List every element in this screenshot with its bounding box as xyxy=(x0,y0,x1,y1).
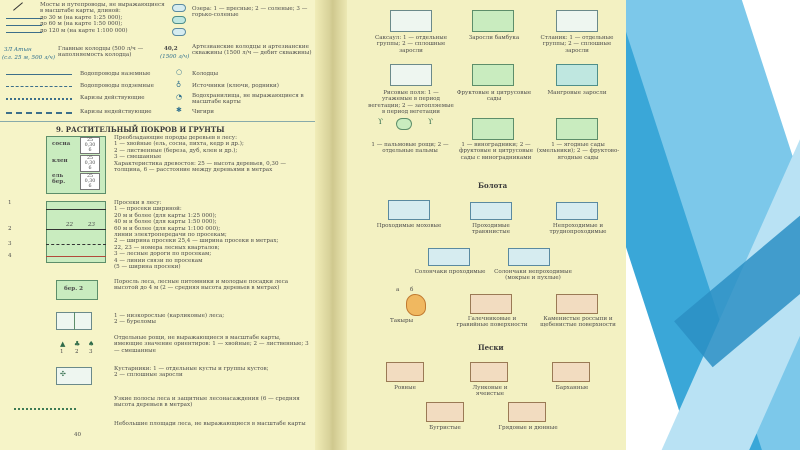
takyr-a: а xyxy=(396,287,400,293)
vineyard-symbol xyxy=(472,118,514,140)
legend-salt-impassable: Солончаки непроходимые (мокрые и пухлые) xyxy=(494,269,572,282)
spring-icon: ♁ xyxy=(176,80,182,88)
aqueduct-surface-line xyxy=(6,74,72,75)
page-number: 40 xyxy=(74,432,82,438)
grove-mixed-icon: ♠ xyxy=(88,340,95,348)
forest-sample-3-value: 25 0,30 6 xyxy=(80,173,100,190)
legend-artesian: Артезианские колодцы и артезианские скважины (1500 л/ч — дебит скважины) xyxy=(192,44,312,57)
legend-swamp-moss: Проходимые моховые xyxy=(376,223,442,229)
well-label: ЗЛ Атын xyxy=(4,47,32,53)
section-title: 9. РАСТИТЕЛЬНЫЙ ПОКРОВ И ГРУНТЫ xyxy=(56,125,225,134)
grove-num-3: 3 xyxy=(89,349,93,355)
palm-grove-symbol xyxy=(396,118,412,130)
item-small-forest: Небольшие площади леса, не выражающиеся в масштабе карты xyxy=(114,421,306,427)
grove-leaf-icon: ♣ xyxy=(74,340,81,348)
bamboo-symbol xyxy=(472,10,514,32)
legend-lakes: Озера: 1 — пресные; 2 — соленые; 3 — горько-соленые xyxy=(192,6,308,19)
legend-berry: 1 — ягодные сады (хмельники); 2 — фруктово-ягодные сады xyxy=(536,142,620,161)
mangrove-symbol xyxy=(556,64,598,86)
grove-num-2: 2 xyxy=(75,349,79,355)
legend-fruit: Фруктовые и цитрусовые сады xyxy=(456,90,532,103)
legend-swamp-impassable: Непроходимые и труднопроходимые xyxy=(549,223,607,236)
aqueduct-under-line xyxy=(6,86,72,87)
canal-inactive-line xyxy=(6,112,72,114)
grove-conifer-icon: ▲ xyxy=(60,340,66,348)
rice-symbol xyxy=(390,64,432,86)
swamp-grass-symbol xyxy=(470,202,512,220)
shrub-icon: ✣ xyxy=(60,370,66,378)
item-belts: Узкие полосы леса и защитные лесонасаждения (6 — средняя высота деревьев в метрах) xyxy=(114,396,300,409)
legend-mangrove: Мангровые заросли xyxy=(547,90,607,96)
legend-sand-ridge: Грядовые и дюнные xyxy=(498,425,558,431)
legend-sand-flat: Ровные xyxy=(394,385,416,391)
item-young: Поросль леса, лесные питомники и молодые посадки леса высотой до 4 м (2 — средняя высота деревьев в метрах) xyxy=(114,279,289,292)
berry-symbol xyxy=(556,118,598,140)
forest-sample-1-value: 25 0,30 6 xyxy=(80,137,100,154)
legend-aqueduct-under: Водопроводы подземные xyxy=(80,83,154,89)
legend-palms: 1 — пальмовые рощи; 2 — отдельные пальмы xyxy=(371,142,449,155)
legend-swamp-grass: Проходимые травянистые xyxy=(471,223,511,236)
clearing-line-3 xyxy=(46,244,106,245)
legend-sand-barchan: Барханные xyxy=(555,385,589,391)
saksaul-symbol xyxy=(390,10,432,32)
grove-num-1: 1 xyxy=(60,349,64,355)
reservoir-icon: ◔ xyxy=(176,93,183,101)
legend-canals-active: Каризы действующие xyxy=(80,95,145,101)
slide-decoration xyxy=(610,0,800,450)
salt-impassable-symbol xyxy=(508,248,550,266)
well-icon: ○ xyxy=(176,68,183,76)
bridge-line-3 xyxy=(6,32,42,33)
clearing-line-4 xyxy=(46,256,106,257)
takyr-b: б xyxy=(410,287,414,293)
book-gutter xyxy=(315,0,347,450)
clearing-num-3: 3 xyxy=(8,241,12,247)
legend-chigiri: Чигири xyxy=(192,109,215,115)
forest-sample-1-label: сосна xyxy=(52,141,71,147)
legend-stony: Каменистые россыпи и щебенистые поверхности xyxy=(540,316,616,329)
sands-title: Пески xyxy=(478,343,504,352)
lake-bitter-symbol xyxy=(172,28,186,36)
legend-salt-passable: Солончаки проходимые xyxy=(414,269,486,275)
forest-belt-line xyxy=(14,408,76,410)
forest-sample-3-label: ель бер. xyxy=(52,173,66,186)
artesian-depth: 40,2 xyxy=(164,46,178,52)
swamp-impassable-symbol xyxy=(556,202,598,220)
legend-saksaul: Саксаул: 1 — отдельные группы; 2 — сплошные заросли xyxy=(374,35,448,54)
section-divider xyxy=(0,121,315,122)
dwarf-divider xyxy=(74,312,75,330)
legend-takyr: Такыры xyxy=(390,318,414,324)
item-species: Преобладающие породы деревьев в лесу: 1 — хвойные (ель, сосна, пихта, кедр и др.); 2 — лиственные (береза, дуб, клен и др.); 3 — смешанные Характеристика древостоя: 25 — высота деревьев, 0,30 — толщина, 6 — расстояние между деревьями в метрах xyxy=(114,135,286,174)
lake-fresh-symbol xyxy=(172,4,186,12)
sand-bumpy-symbol xyxy=(426,402,464,422)
legend-vineyards: 1 — виноградники; 2 — фруктовые и цитрусовые сады с виноградниками xyxy=(458,142,534,161)
legend-wells: Главные колодцы (500 л/ч — наполняемость колодца) xyxy=(58,46,144,59)
young-forest-label: бер. 2 xyxy=(64,286,83,292)
bridge-line-2 xyxy=(6,25,42,26)
clearing-line-1 xyxy=(46,209,106,210)
clearing-num-4: 4 xyxy=(8,253,12,259)
quarter-num-23: 23 xyxy=(88,222,96,228)
sand-flat-symbol xyxy=(386,362,424,382)
swamp-moss-symbol xyxy=(388,200,430,220)
lake-salt-symbol xyxy=(172,16,186,24)
legend-pebble: Галечниковые и гравийные поверхности xyxy=(456,316,528,329)
sand-hillock-symbol xyxy=(470,362,508,382)
forest-sample-2-label: клен xyxy=(52,158,68,164)
swamps-title: Болота xyxy=(478,181,508,190)
legend-wells-small: Колодцы xyxy=(192,71,219,77)
item-groves: Отдельные рощи, не выражающиеся в масштабе карты, имеющие значение ориентиров: 1 — хвойные; 2 — лиственные; 3 — смешанные xyxy=(114,335,309,354)
bridge-line-1 xyxy=(6,18,42,19)
item-shrubs: Кустарники: 1 — отдельные кусты и группы кустов; 2 — сплошные заросли xyxy=(114,366,269,379)
sand-ridge-symbol xyxy=(508,402,546,422)
clearing-map-symbol xyxy=(46,201,106,263)
legend-bamboo: Заросли бамбука xyxy=(468,35,520,41)
legend-sand-bumpy: Бугристые xyxy=(429,425,461,431)
palm-icon: ϒ xyxy=(378,118,383,126)
pebble-symbol xyxy=(470,294,512,314)
fruit-garden-symbol xyxy=(472,64,514,86)
stony-symbol xyxy=(556,294,598,314)
elfin-symbol xyxy=(556,10,598,32)
legend-aqueduct-surface: Водопроводы наземные xyxy=(80,71,151,77)
chigir-icon: ✱ xyxy=(176,106,182,114)
legend-bridges: Мосты и путепроводы, не выражающиеся в масштабе карты, длиной: до 30 м (на карте 1:25 000); до 60 м (на карте 1:50 000); до 120 м (на карте 1:100 000) xyxy=(40,2,165,34)
quarter-num-22: 22 xyxy=(66,222,74,228)
legend-canals-inactive: Каризы недействующие xyxy=(80,109,152,115)
clearing-num-1: 1 xyxy=(8,200,12,206)
artesian-capacity: (1500 л/ч) xyxy=(160,54,190,60)
item-clearings: Просеки в лесу: 1 — просеки шириной: 20 м и более (для карты 1:25 000); 40 м и более (для карты 1:50 000); 60 м и более (для карты 1:100 000); линии электропередачи по просекам; 2 — ширина просеки 25,4 — ширина просеки в метрах; 22, 23 — номера лесных кварталов; 3 — лесные дороги по просекам; 4 — линии связи по просекам (5 — ширина просеки) xyxy=(114,200,279,271)
salt-passable-symbol xyxy=(428,248,470,266)
legend-sand-hillock: Лунковые и ячеистые xyxy=(472,385,508,398)
item-dwarf: 1 — низкорослые (карликовые) леса; 2 — буреломы xyxy=(114,313,225,326)
legend-reservoirs: Водохранилища, не выражающиеся в масштабе карты xyxy=(192,93,304,106)
well-label-capacity: (сл. 25 м, 500 л/ч) xyxy=(2,55,56,61)
clearing-num-2: 2 xyxy=(8,226,12,232)
palm-single-icon: ϒ xyxy=(428,118,433,126)
legend-rice: Рисовые поля: 1 — угажемые в период вегетации; 2 — затопляемые в период вегетации xyxy=(368,90,454,116)
forest-sample-2-value: 25 0,30 6 xyxy=(80,155,100,172)
takyr-symbol xyxy=(406,294,426,316)
clearing-line-2 xyxy=(46,229,106,230)
canal-active-line xyxy=(6,98,72,100)
sand-barchan-symbol xyxy=(552,362,590,382)
legend-springs: Источники (ключи, родники) xyxy=(192,83,279,89)
legend-elfin: Стланик: 1 — отдельные группы; 2 — сплошные заросли xyxy=(540,35,614,54)
